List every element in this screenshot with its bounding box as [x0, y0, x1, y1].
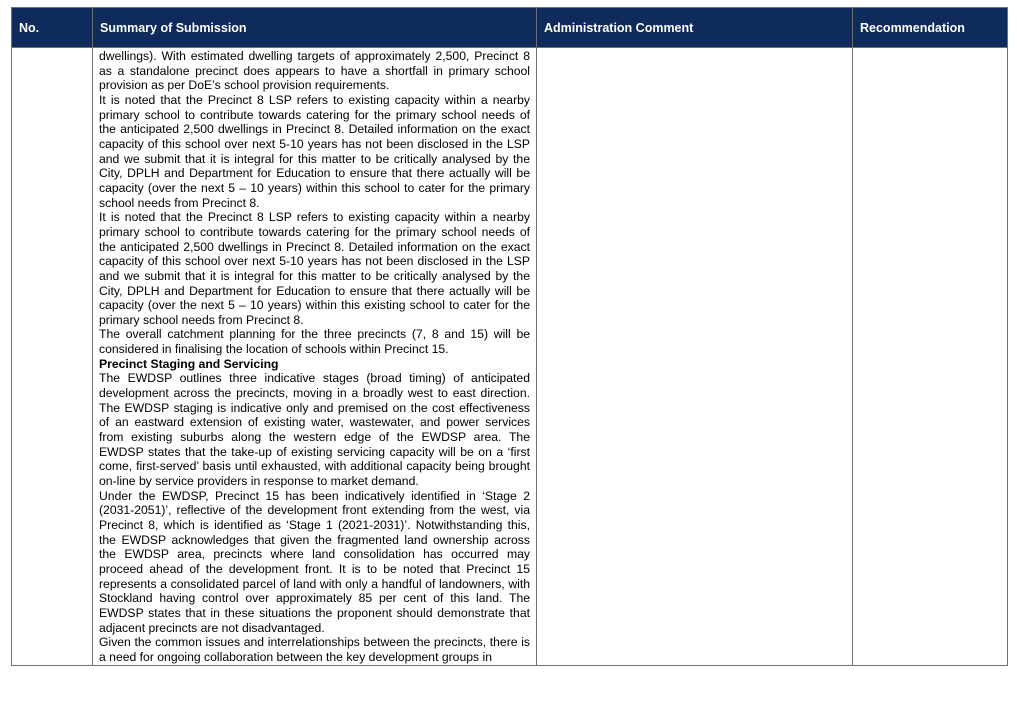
header-recommendation: Recommendation: [853, 8, 1008, 48]
table-row: [12, 48, 1008, 666]
summary-paragraph: The overall catchment planning for the three precincts (7, 8 and 15) will be considered in finalising the location of schools within Precinct 15.: [99, 327, 530, 357]
cell-administration-comment: [537, 48, 853, 666]
submission-table: [11, 7, 1008, 666]
header-summary: Summary of Submission: [93, 8, 537, 48]
summary-paragraph: It is noted that the Precinct 8 LSP refers to existing capacity within a nearby primary school to contribute towards catering for the primary school needs of the anticipated 2,500 dwellings in Precinct 8. Detailed information on the exact capacity of this school over next 5-10 years has not been disclosed in the LSP and we submit that it is integral for this matter to be critically analysed by the City, DPLH and Department for Education to ensure that there actually will be capacity (over the next 5 – 10 years) within this school to cater for the primary school needs from Precinct 8.: [99, 92, 530, 210]
cell-no: [12, 48, 93, 666]
summary-paragraph: It is noted that the Precinct 8 LSP refers to existing capacity within a nearby primary school to contribute towards catering for the primary school needs of the anticipated 2,500 dwellings in Precinct 8. Detailed information on the exact capacity of this school over next 5-10 years has not been disclosed in the LSP and we submit that it is integral for this matter to be critically analysed by the City, DPLH and Department for Education to ensure that there actually will be capacity (over the next 5 – 10 years) within this existing school to cater for the primary school needs from Precinct 8.: [99, 210, 530, 327]
header-no: No.: [12, 8, 93, 48]
summary-text: [93, 48, 536, 665]
cell-summary: [93, 48, 537, 666]
header-administration-comment: Administration Comment: [537, 8, 853, 48]
cell-recommendation: [853, 48, 1008, 666]
summary-paragraph: Under the EWDSP, Precinct 15 has been indicatively identified in ‘Stage 2 (2031-2051)’, reflective of the development front extending from the west, via Precinct 8, which is identified as ‘Stage 1 (2021-2031)’. Notwithstanding this, the EWDSP acknowledges that given the fragmented land ownership across the EWDSP area, precincts where land consolidation has occurred may proceed ahead of the development front. It is to be noted that Precinct 15 represents a consolidated parcel of land with only a handful of landowners, with Stockland having control over approximately 85 per cent of this land. The EWDSP states that in these situations the proponent should demonstrate that adjacent precincts are not disadvantaged.: [99, 488, 530, 635]
summary-paragraph: dwellings). With estimated dwelling targets of approximately 2,500, Precinct 8 as a standalone precinct does appears to have a shortfall in primary school provision as per DoE’s school provision requirements.: [99, 49, 530, 93]
header-row: [12, 8, 1008, 48]
summary-paragraph: Given the common issues and interrelationships between the precincts, there is a need for ongoing collaboration between the key development groups in: [99, 635, 530, 664]
section-heading: Precinct Staging and Servicing: [99, 356, 279, 371]
summary-paragraph: The EWDSP outlines three indicative stages (broad timing) of anticipated development across the precincts, moving in a broadly west to east direction. The EWDSP staging is indicative only and premised on the cost effectiveness of an eastward extension of existing water, wastewater, and power services from existing suburbs along the western edge of the EWDSP area. The EWDSP states that the take-up of existing servicing capacity will be on a ‘first come, first-served’ basis until exhausted, with additional capacity being brought on-line by service providers in response to market demand.: [99, 371, 530, 489]
